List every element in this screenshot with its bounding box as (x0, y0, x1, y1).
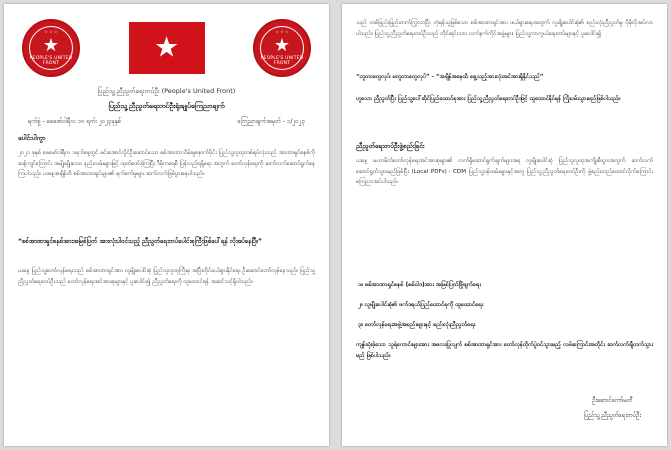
quote-heading: “စစ်အာဏာရှင်စနစ်အားအမြစ်ပြတ် အားလုံးပါဝင်သည့် ညီညွတ်ရေးတပ်ပေါင်းစုကြီးဖြစ်ပေါ်ရန် လိုအပ်နေပြီ။” (18, 238, 263, 245)
document-meta (28, 117, 305, 126)
paragraph: ယနေ့ ပြည်သူ့တော်လှန်ရေးသည် စစ်အာဏာရှင်အား လူမျိုးပေါင်းစုံ ပြည်သူလူထုကြီးမှ အပြီးတိုင်ဖယ်ရှားနိုင်ရေး ဦးဆောင်တော်လှန်နေသည်။ ပြည်သူ့ညီညွတ်ရေးတပ်ဦးသည် တော်လှန်ရေးအင်အားစုများနှင့် ပူးပေါင်း၍ ညီညွတ်ရေးကို ထူထောင်ရန် အဆင်သင့်ရှိပါသည်။ (18, 268, 315, 285)
signatory-org: ပြည်သူ့ညီညွတ်ရေးတပ်ဦး (583, 412, 641, 419)
star-icon: ★ (42, 35, 60, 56)
document-page-1 (4, 4, 329, 446)
seal-logo-left (22, 19, 80, 77)
flag (129, 22, 205, 74)
seal-logo-right (253, 19, 311, 77)
seal-motto: ☆ ☆ ☆ (44, 29, 58, 34)
list-item: ၃။ တော်လှန်ရေးအဖွဲ့အစည်းများနှင့် စည်းလုံးညီညွတ်ရေး (358, 322, 476, 328)
signatory-name: ဦးဆောင်ကော်မတီ (592, 397, 633, 404)
star-icon: ★ (153, 30, 180, 64)
document-title: ပြည်သူ့ညီညွတ်ရေးတပ်ဦးရုံးချုပ်ကြေညာချက် (108, 102, 225, 110)
letterhead (22, 16, 311, 80)
list-item: ၁။ စစ်အာဏာရှင်စနစ် (စစ်ဝါဒ)အား အမြစ်ပြတ်ဖြိုဖျက်ရေး (358, 282, 481, 288)
document-page-2 (342, 4, 667, 446)
highlight-quote: “တူတာတွေလုပ်၊ မတူတာတွေလုပ်” - “အချိန်အနေထိ ရှေ့သည့်အားလုံးအင်အားရှိနိုင်သည်” (356, 74, 544, 80)
section-heading: ပေါင်းပါကွာ (18, 134, 46, 142)
signature-block (584, 396, 641, 420)
document-date: ရက်စွဲ - ဖေဖော်ဝါရီလ ၁၀ ရက်၊ ၂၀၂၃ခုနှစ် (28, 118, 122, 125)
star-icon: ★ (273, 35, 291, 56)
paragraph: ၂၀၂၁ ခုနှစ် ဖေဖော်ဝါရီလ ၁ရက်နေ့တွင် မင်းအောင်လှိုင်ဦးဆောင်သော စစ်အာဏာသိမ်းမှုနောက်ပိုင်း ပြည်သူ့လူထုတစ်ရပ်လုံးသည် အာဏာရှင်စနစ်ကို ဆန့်ကျင်ကြောင်း အမျိုးမျိုးသော နည်းလမ်းများဖြင့် ထုတ်ဖော်ခဲ့ကြပြီး ဒီမိုကရေစီ ပြန်လည်ရရှိရေး အတွက် တော်လှန်ရေးကို ဆက်လက်ဆောင်ရွက်နေကြပါသည်။ ယနေ့အချိန်ထိ စစ်အာဏာရှင်များ၏ ရက်စက်မှုများ ဆက်လက်ဖြစ်ပွားနေပါသည်။ (18, 150, 315, 178)
paragraph: သည် တစ်ဖြည်းဖြည်းတက်ကြွလာပြီး ဘုံရန်သူဖြစ်သော စစ်အာဏာရှင်အား ဖယ်ရှားရေးအတွက် လူမျိုးပေါင်းစုံ၏ စည်းလုံးညီညွတ်မှု ပိုမိုလိုအပ်လာပါသည်။ ပြည်သူ့ညီညွတ်ရေးတပ်ဦးသည် တိုင်းရင်းသား လက်နက်ကိုင်အဖွဲ့များ၊ ပြည်သူ့ကာကွယ်ရေးတပ်များနှင့် ပူးပေါင်း၍ (356, 20, 653, 37)
paragraph: ဟူသော ညီညွတ်ပြီး ပြည်သူ့ပေါ်ဆိုင်ပြည်ထောင်စုအား ပြည်သူ့ညီညွတ်ရေးတပ်ဦးဖြင့် ထူထောင်နိုင်ရန် ကြိုးပမ်းသွားမည်ဖြစ်ပါသည်။ (356, 96, 621, 102)
seal-text: PEOPLE'S UNITED FRONT (260, 56, 304, 66)
section-heading: ညီညွတ်ရေးတပ်ဦးဖွဲ့စည်းခြင်း (356, 142, 425, 150)
list-item: ၂။ လူမျိုးပေါင်းစုံ၏ ဖက်ဒရယ်ပြည်ထောင်စုကို ထူထောင်ရေး (358, 302, 484, 308)
statement-number: ကြေညာချက်အမှတ် - ၁/၂၀၂၃ (237, 118, 305, 125)
seal-motto: ☆ ☆ ☆ (275, 29, 289, 34)
seal-text: PEOPLE'S UNITED FRONT (29, 56, 73, 66)
organization-name: ပြည်သူ့ညီညွတ်ရေးတပ်ဦး (People's United Front) (97, 87, 236, 95)
closing-paragraph: ကျန်ဆုံးခဲ့သော သူရဲကောင်းများအား အလေးပြုလျက် စစ်အာဏာရှင်အား တော်လှန်တိုက်ပွဲဝင်သွားမည့် လမ်းကြောင်းအတိုင်း ဆက်လက်ချီတက်သွားမည် ဖြစ်ပါသည်။ (356, 342, 653, 359)
paragraph: ယနေ့ မဟာမိတ်တော်လှန်ရေးအင်အားစုများ၏ လက်ရှိဆောင်ရွက်ချက်များအရ လူမျိုးပေါင်းစုံ ပြည်သူလူထုအကျိုးစီးပွားအတွက် ဆက်လက်ဆောင်ရွက်သွားမည်ဖြစ်ပြီး (Local PDFs) ၊ CDM ပြည်သူ့ဝန်ထမ်းများနှင့်အတူ ပြည်သူ့ညီညွတ်ရေးတပ်ဦးကို ဖွဲ့စည်းတည်ထောင်လိုက်ကြောင်း ကြေညာအပ်ပါသည်။ (356, 158, 653, 186)
